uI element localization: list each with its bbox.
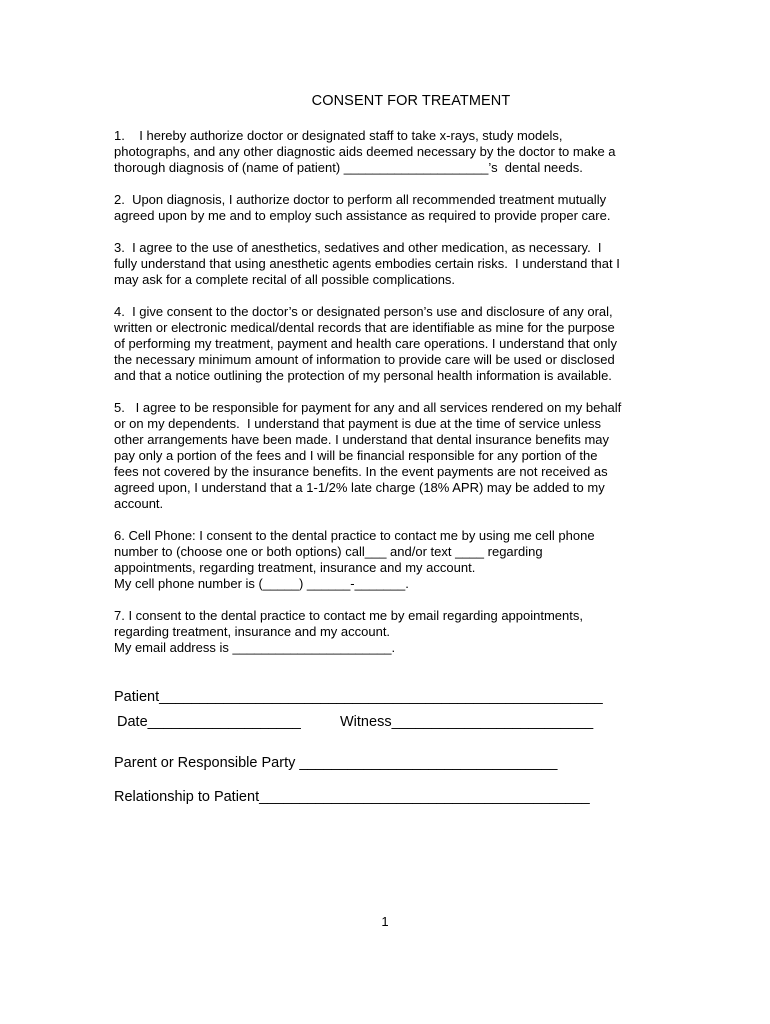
clause-1 bbox=[114, 128, 662, 176]
text-line: may ask for a complete recital of all possible complications. bbox=[114, 272, 456, 287]
text-line: appointments, regarding treatment, insurance and my account. bbox=[114, 560, 476, 575]
clause-5 bbox=[114, 400, 662, 512]
text-line: agreed upon, I understand that a 1-1/2% late charge (18% APR) may be added to my bbox=[114, 480, 605, 495]
document-title: CONSENT FOR TREATMENT bbox=[311, 93, 511, 109]
text-line: 7. I consent to the dental practice to contact me by email regarding appointments, bbox=[114, 608, 583, 623]
clause-4 bbox=[114, 304, 662, 384]
relationship-to-patient-line[interactable]: Relationship to Patient_________________________________________ bbox=[114, 789, 590, 805]
clause-2 bbox=[114, 192, 662, 224]
text-line: of performing my treatment, payment and health care operations. I understand that only bbox=[114, 336, 617, 351]
parent-responsible-party-line[interactable]: Parent or Responsible Party ________________________________ bbox=[114, 755, 558, 771]
text-line: account. bbox=[114, 496, 164, 511]
text-line: the necessary minimum amount of information to provide care will be used or disclosed bbox=[114, 352, 615, 367]
text-line: photographs, and any other diagnostic aids deemed necessary by the doctor to make a bbox=[114, 144, 616, 159]
text-line: other arrangements have been made. I understand that dental insurance benefits may bbox=[114, 432, 610, 447]
text-line: or on my dependents. I understand that payment is due at the time of service unless bbox=[114, 416, 602, 431]
text-line: 5. I agree to be responsible for payment for any and all services rendered on my behalf bbox=[114, 400, 622, 415]
clause-6-cell-phone bbox=[114, 528, 662, 592]
text-line: fees not covered by the insurance benefits. In the event payments are not received as bbox=[114, 464, 608, 479]
text-line: agreed upon by me and to employ such assistance as required to provide proper care. bbox=[114, 208, 611, 223]
text-line: and that a notice outlining the protection of my personal health information is available. bbox=[114, 368, 612, 383]
text-line: thorough diagnosis of (name of patient) ____________________’s dental needs. bbox=[114, 160, 583, 175]
text-line: 3. I agree to the use of anesthetics, sedatives and other medication, as necessary. I bbox=[114, 240, 602, 255]
page-number: 1 bbox=[381, 914, 389, 929]
text-line: 1. I hereby authorize doctor or designated staff to take x-rays, study models, bbox=[114, 128, 563, 143]
text-line: written or electronic medical/dental records that are identifiable as mine for the purpose bbox=[114, 320, 615, 335]
text-line: 2. Upon diagnosis, I authorize doctor to perform all recommended treatment mutually bbox=[114, 192, 607, 207]
clause-7-email bbox=[114, 608, 662, 656]
text-line: 4. I give consent to the doctor’s or designated person’s use and disclosure of any oral, bbox=[114, 304, 613, 319]
text-line: pay only a portion of the fees and I will be financial responsible for any portion of the bbox=[114, 448, 598, 463]
date-line[interactable]: Date___________________ bbox=[117, 714, 301, 730]
text-line: regarding treatment, insurance and my account. bbox=[114, 624, 391, 639]
patient-signature-line[interactable]: Patient_______________________________________________________ bbox=[114, 689, 603, 705]
text-line: 6. Cell Phone: I consent to the dental practice to contact me by using me cell phone bbox=[114, 528, 595, 543]
text-line: number to (choose one or both options) call___ and/or text ____ regarding bbox=[114, 544, 543, 559]
text-line: My cell phone number is (_____) ______-_______. bbox=[114, 576, 409, 591]
text-line: My email address is ______________________. bbox=[114, 640, 396, 655]
clause-3 bbox=[114, 240, 662, 288]
witness-signature-line[interactable]: Witness_________________________ bbox=[340, 714, 594, 730]
text-line: fully understand that using anesthetic agents embodies certain risks. I understand that I bbox=[114, 256, 620, 271]
